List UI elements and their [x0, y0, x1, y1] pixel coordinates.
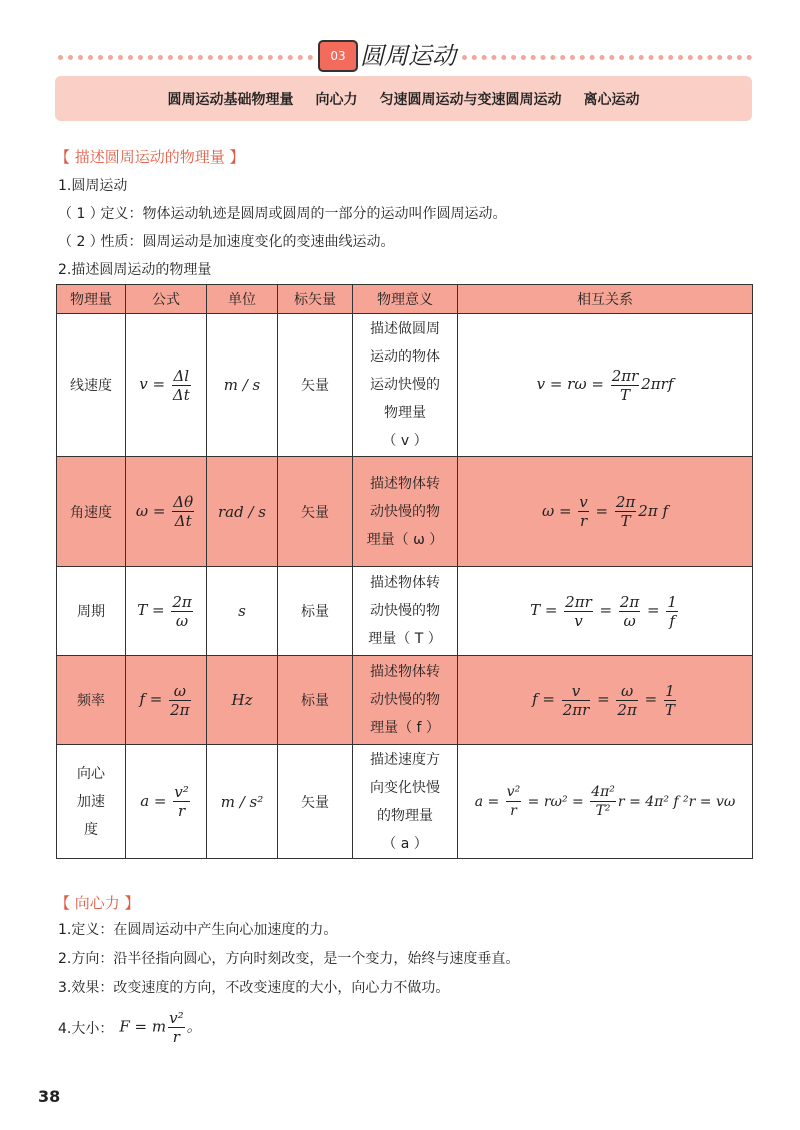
quantity-name: 角速度 [57, 457, 126, 567]
quantity-name: 频率 [57, 656, 126, 745]
topic-item: 匀速圆周运动与变速圆周运动 [379, 91, 562, 108]
header-dotted-line-right [462, 55, 752, 60]
formula-cell: f = $\frac{\omega}{2\pi}$ [126, 656, 207, 745]
meaning-line: 向变化快慢 [370, 779, 440, 796]
item-quantities: 2.描述圆周运动的物理量 [58, 262, 212, 278]
topic-item: 圆周运动基础物理量 [167, 91, 294, 108]
unit-cell: rad / s [207, 457, 278, 567]
formula-cell: ω = $\frac{\Delta\theta}{\Delta t}$ [126, 457, 207, 567]
type-cell: 矢量 [278, 457, 353, 567]
chapter-number-badge: 03 [318, 40, 358, 72]
quantity-name [57, 745, 126, 859]
header-cell: 物理意义 [353, 285, 458, 314]
meaning-line: 描述物体转 [370, 575, 440, 591]
property-text: 性质：圆周运动是加速度变化的变速曲线运动。 [100, 234, 395, 250]
type-cell: 矢量 [278, 745, 353, 859]
table-row [57, 656, 753, 745]
topic-item: 离心运动 [583, 91, 640, 108]
table-row [57, 314, 753, 457]
unit-cell: Hz [207, 656, 278, 745]
quantity-name: 线速度 [57, 314, 126, 457]
relation-cell: a = $\frac{\text{v²}}{r}$ = rω² = $\frac{\text{4π²}}{\text{T²}}$ r = 4π² f ²r = vω [458, 745, 753, 859]
force-definition: 1.定义：在圆周运动中产生向心加速度的力。 [58, 922, 338, 938]
meaning-cell [353, 457, 458, 567]
meaning-line: 运动的物体 [370, 349, 440, 365]
force-effect: 3.效果：改变速度的方向，不改变速度的大小，向心力不做功。 [58, 980, 450, 996]
formula-cell: a = $\frac{\text{v²}}{r}$ [126, 745, 207, 859]
type-cell: 标量 [278, 567, 353, 656]
meaning-line: 理量（ f ） [370, 720, 440, 736]
table-row [57, 457, 753, 567]
sub-number: （ 2 ） [58, 234, 104, 250]
meaning-line: 描述物体转 [370, 664, 440, 680]
table-row [57, 745, 753, 859]
unit-cell: m / s [207, 314, 278, 457]
meaning-line: 的物理量 [377, 807, 433, 824]
topics-banner [55, 76, 752, 121]
definition-text: 定义：物体运动轨迹是圆周或圆周的一部分的运动叫作圆周运动。 [100, 206, 507, 222]
force-formula: F = m $\frac{\text{v²}}{r}$ 。 [119, 1009, 202, 1046]
sub-number: （ 1 ） [58, 206, 104, 222]
quantities-table [56, 284, 753, 859]
meaning-line: 物理量 [384, 405, 426, 421]
page-number: 38 [38, 1087, 61, 1106]
meaning-line: 动快慢的物 [370, 692, 440, 708]
relation-cell: v = rω = $\frac{2\pi r}{T}$ 2πrf [458, 314, 753, 457]
meaning-line: 动快慢的物 [370, 503, 440, 520]
quantity-name: 周期 [57, 567, 126, 656]
table-row [57, 567, 753, 656]
meaning-line: 描述做圆周 [370, 321, 440, 337]
meaning-line: 运动快慢的 [370, 377, 440, 393]
type-cell: 标量 [278, 656, 353, 745]
meaning-line: 描述物体转 [370, 475, 440, 492]
meaning-cell [353, 567, 458, 656]
relation-cell: ω = $\frac{v}{r}$ = $\frac{2\pi}{T}$ 2π f [458, 457, 753, 567]
meaning-line: （ v ） [382, 433, 428, 449]
header-dotted-line-left [58, 55, 313, 60]
property-line [58, 231, 394, 251]
section-title-quantities: 【 描述圆周运动的物理量 】 [55, 148, 245, 166]
header-cell: 标矢量 [278, 285, 353, 314]
item-circular-motion: 1.圆周运动 [58, 178, 128, 194]
unit-cell: m / s² [207, 745, 278, 859]
meaning-cell [353, 745, 458, 859]
formula-cell: T = $\frac{2\pi}{\omega}$ [126, 567, 207, 656]
chapter-title: 圆周运动 [360, 42, 456, 70]
unit-cell: s [207, 567, 278, 656]
section-title-centripetal-force: 【 向心力 】 [55, 894, 140, 912]
topic-item: 向心力 [315, 91, 358, 108]
header-cell: 物理量 [57, 285, 126, 314]
definition-line [58, 203, 506, 223]
meaning-line: 理量（ T ） [368, 631, 442, 647]
quantity-name-text: 向心加速度 [77, 765, 105, 838]
formula-cell: v = $\frac{\Delta l}{\Delta t}$ [126, 314, 207, 457]
force-direction: 2.方向：沿半径指向圆心，方向时刻改变，是一个变力，始终与速度垂直。 [58, 951, 520, 967]
force-magnitude [58, 1009, 202, 1046]
meaning-line: （ a ） [382, 835, 428, 852]
relation-cell: T = $\frac{2\pi r}{v}$ = $\frac{2\pi}{\omega}$ = $\frac{1}{f}$ [458, 567, 753, 656]
meaning-line: 理量（ ω ） [366, 531, 444, 548]
force-magnitude-label: 4.大小： [58, 1020, 114, 1037]
header-cell: 单位 [207, 285, 278, 314]
header-cell: 相互关系 [458, 285, 753, 314]
header-cell: 公式 [126, 285, 207, 314]
type-cell: 矢量 [278, 314, 353, 457]
meaning-cell [353, 656, 458, 745]
meaning-line: 描述速度方 [370, 751, 440, 768]
table-header-row [57, 285, 753, 314]
meaning-line: 动快慢的物 [370, 603, 440, 619]
relation-cell: f = $\frac{v}{2\pi r}$ = $\frac{\omega}{2\pi}$ = $\frac{1}{T}$ [458, 656, 753, 745]
meaning-cell [353, 314, 458, 457]
